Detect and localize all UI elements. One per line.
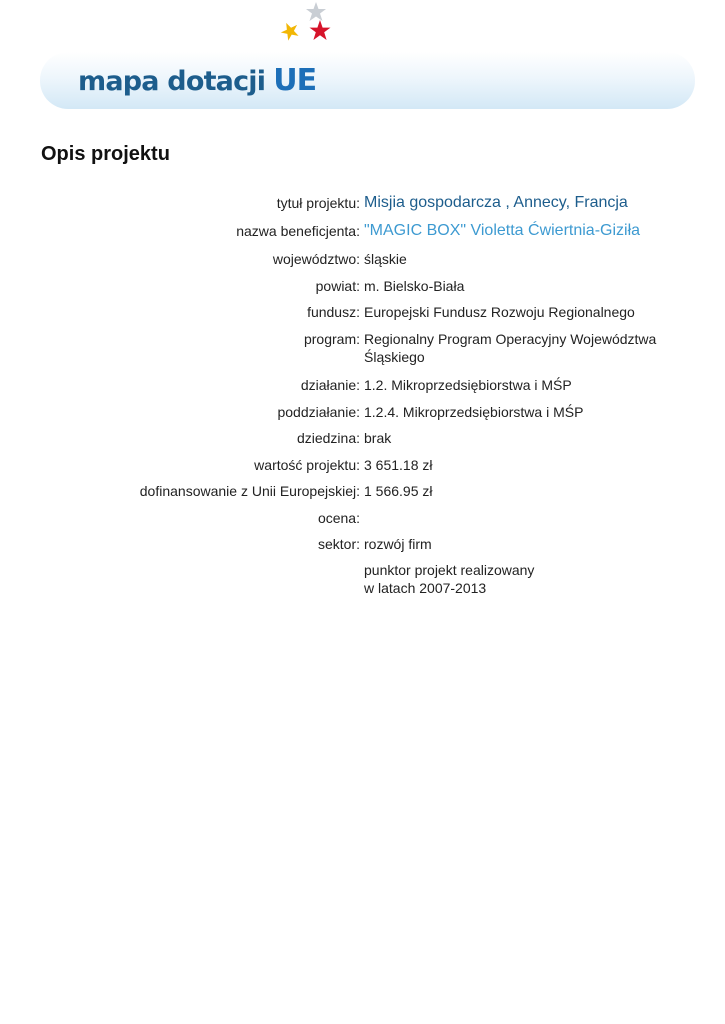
logo[interactable] — [78, 56, 316, 106]
field-label-ocena: ocena: — [317, 510, 360, 526]
beneficiary-link[interactable]: "MAGIC BOX" Violetta Ćwiertnia-Giziła — [364, 222, 641, 239]
field-value-punktor-line1: punktor projekt realizowany — [364, 562, 535, 578]
field-label-wojewodztwo: województwo: — [272, 251, 360, 267]
field-value-powiat: m. Bielsko-Biała — [364, 278, 465, 294]
field-value-dzialanie: 1.2. Mikroprzedsiębiorstwa i MŚP — [364, 377, 572, 393]
page-title: Opis projektu — [41, 143, 170, 165]
field-value-wartosc: 3 651.18 zł — [364, 457, 433, 473]
logo-text: mapa dotacji — [78, 65, 266, 97]
field-value-program — [364, 330, 694, 366]
field-label-beneficjent: nazwa beneficjenta: — [236, 223, 360, 239]
field-value-punktor — [364, 561, 694, 597]
field-label-dzialanie: działanie: — [300, 377, 360, 393]
eu-stars-icon — [274, 0, 334, 52]
field-value-fundusz: Europejski Fundusz Rozwoju Regionalnego — [364, 304, 635, 320]
grey-star-icon — [306, 2, 326, 21]
field-label-sektor: sektor: — [317, 536, 360, 552]
field-value-program-line2: Śląskiego — [364, 349, 425, 365]
yellow-star-icon — [278, 19, 301, 42]
field-value-sektor: rozwój firm — [364, 536, 432, 552]
field-label-fundusz: fundusz: — [307, 304, 360, 320]
field-value-dofinansowanie: 1 566.95 zł — [364, 483, 433, 499]
field-label-poddzialanie: poddziałanie: — [277, 404, 360, 420]
red-star-icon — [310, 20, 331, 40]
field-value-dziedzina: brak — [364, 430, 392, 446]
field-value-punktor-line2: w latach 2007-2013 — [364, 580, 487, 596]
logo-ue-text: UE — [273, 63, 317, 98]
field-label-dziedzina: dziedzina: — [296, 430, 360, 446]
field-value-program-line1: Regionalny Program Operacyjny Województwa — [364, 331, 657, 347]
field-value-wojewodztwo: śląskie — [364, 251, 407, 267]
field-value-poddzialanie: 1.2.4. Mikroprzedsiębiorstwa i MŚP — [364, 404, 584, 420]
field-label-program: program: — [303, 331, 360, 347]
field-label-wartosc: wartość projektu: — [254, 457, 360, 473]
field-label-tytul: tytuł projektu: — [276, 195, 360, 211]
field-label-dofinansowanie: dofinansowanie z Unii Europejskiej: — [139, 483, 360, 499]
project-title-link[interactable]: Misjia gospodarcza , Annecy, Francja — [364, 194, 628, 211]
field-label-powiat: powiat: — [315, 278, 360, 294]
